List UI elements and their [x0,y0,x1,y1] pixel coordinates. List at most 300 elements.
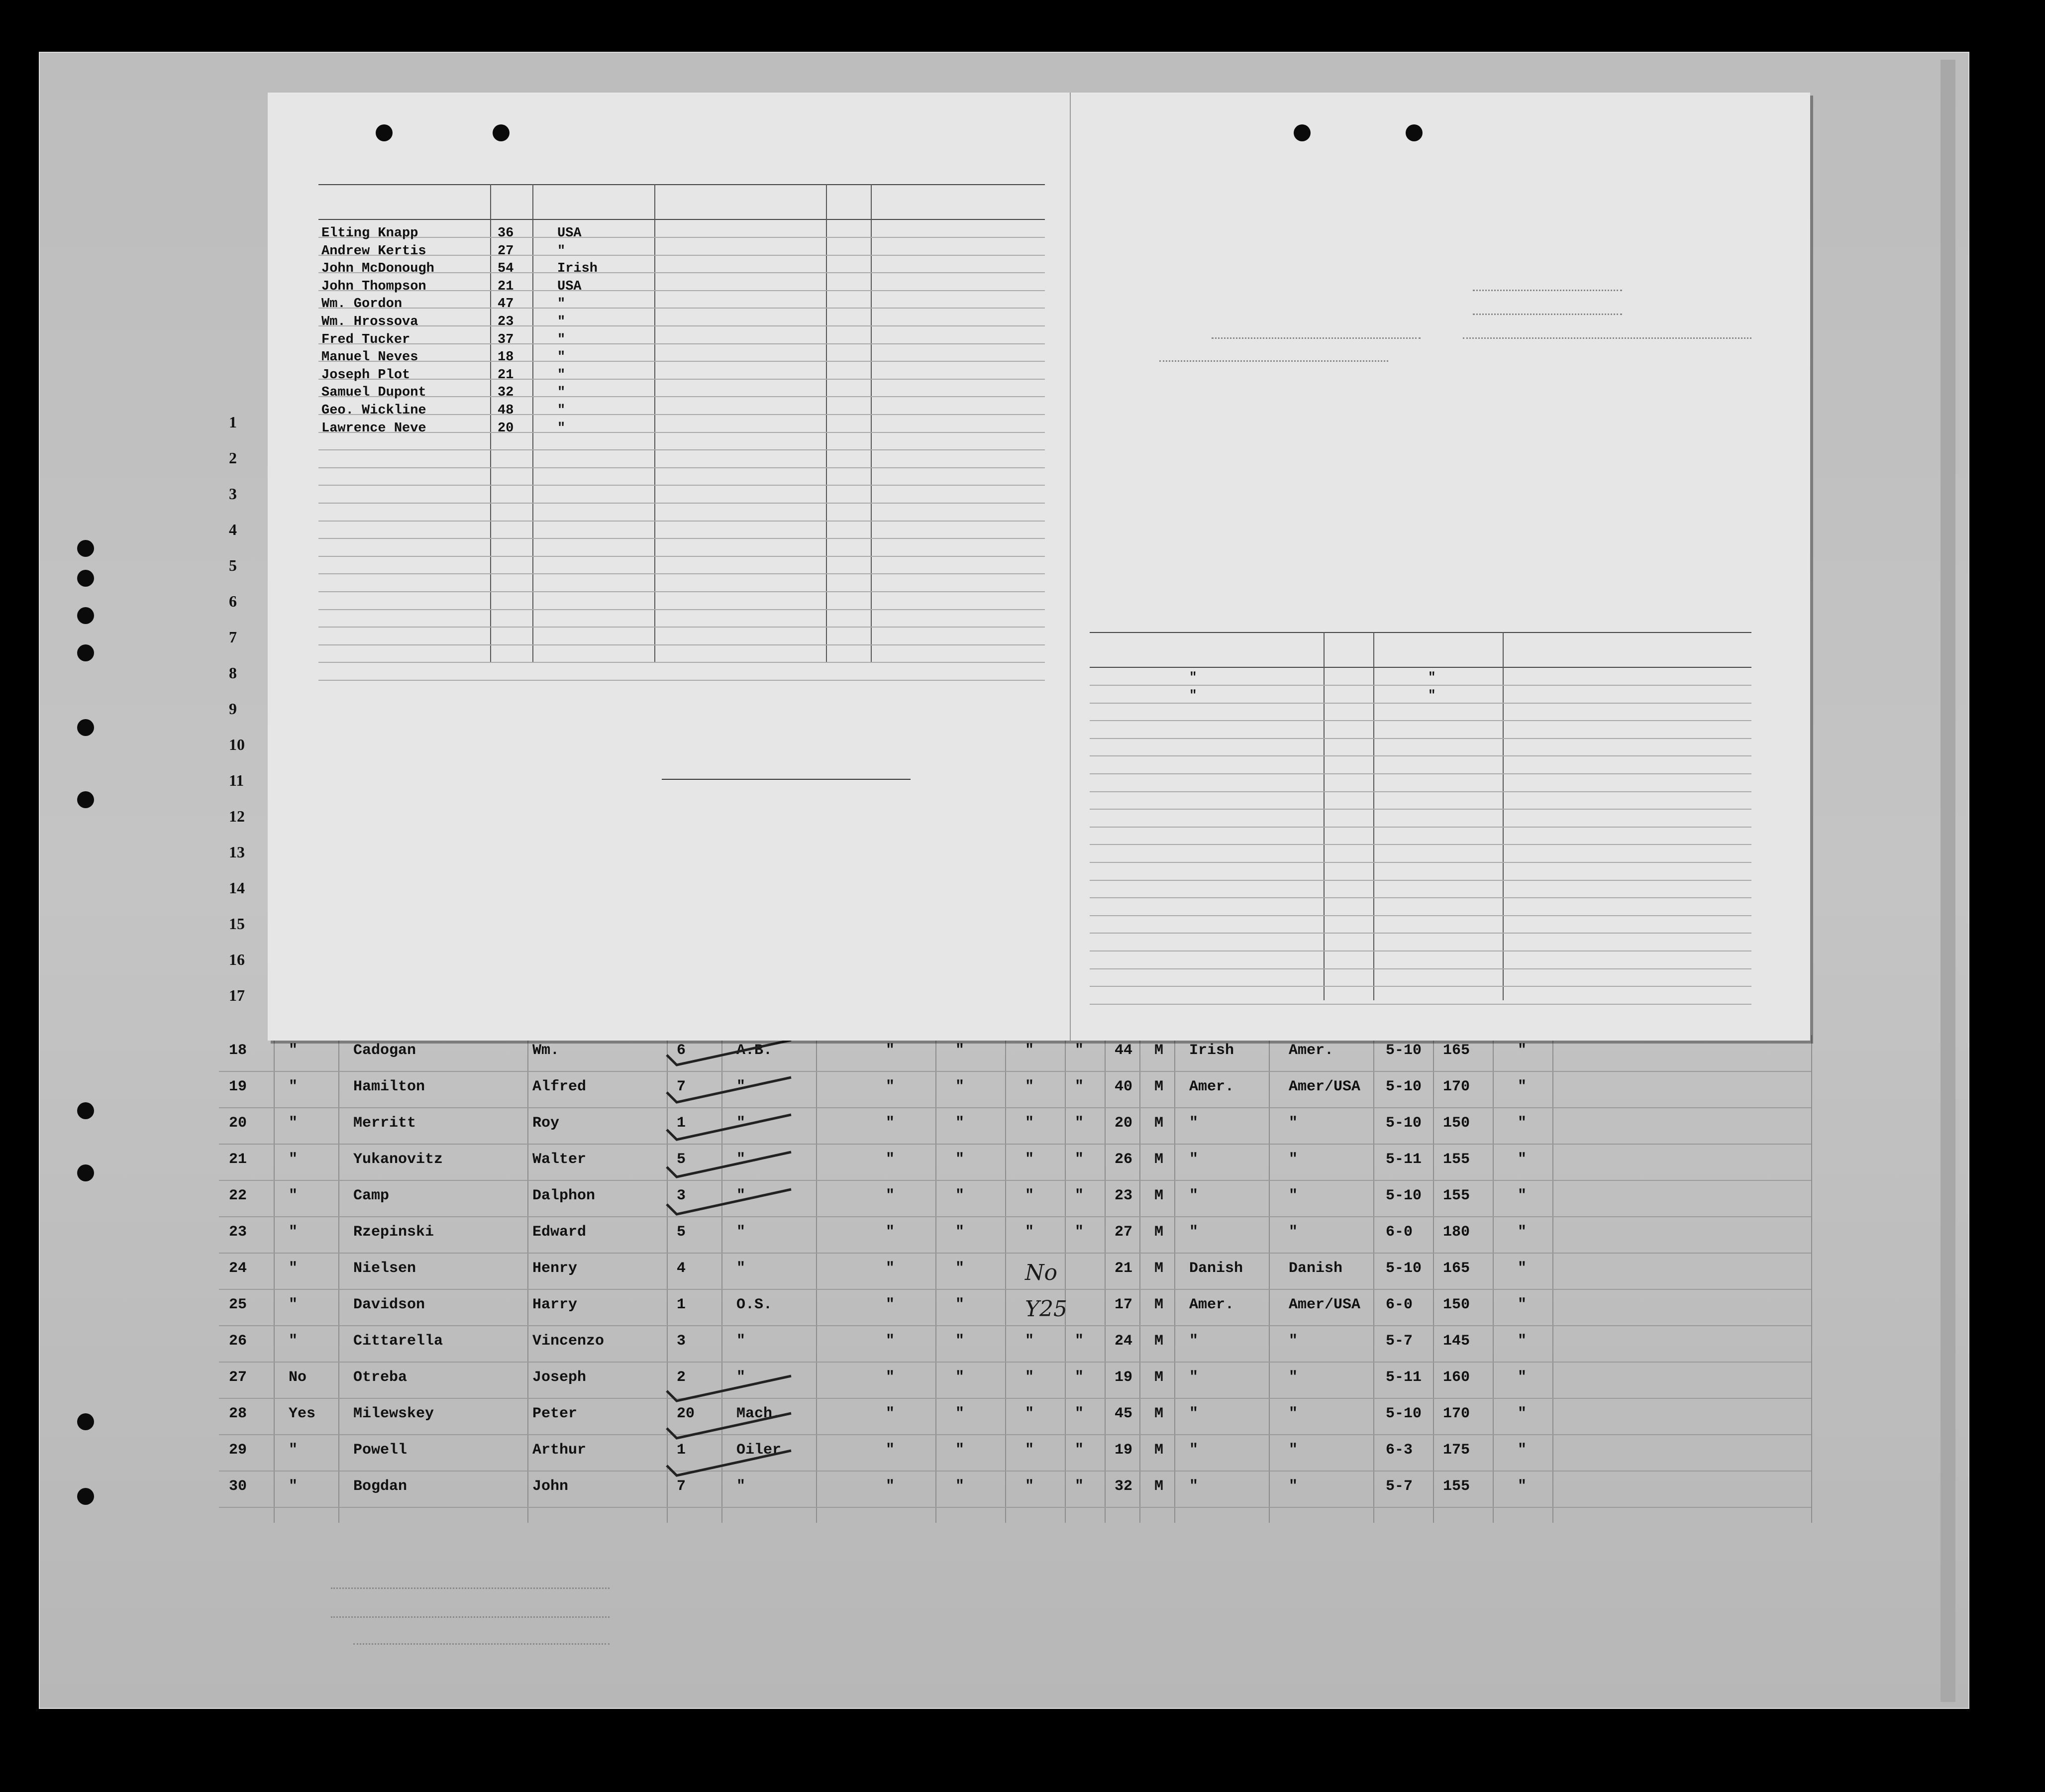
cell-sex: M [1154,1442,1164,1459]
seaman-age: 21 [498,279,514,294]
cell-race: Irish [1189,1042,1234,1059]
line-number: 14 [229,879,245,897]
cell-position: " [736,1187,746,1204]
cell-mark: " [1518,1042,1527,1059]
cell-nationality: " [1289,1224,1298,1241]
cell-years: 3 [677,1333,686,1350]
cell-q4: " [1075,1187,1084,1204]
cell-years: 2 [677,1369,686,1386]
cell-q3: " [1025,1369,1034,1386]
cell-q3: " [1025,1151,1034,1168]
cell-mark: " [1518,1369,1527,1386]
row-rule [318,467,1045,468]
cell-weight: 145 [1443,1333,1470,1350]
cell-weight: 170 [1443,1405,1470,1422]
cell-q2: " [955,1187,965,1204]
seaman-row [318,368,1045,385]
cell-years: 5 [677,1151,686,1168]
seaman-name: Joseph Plot [321,367,410,383]
cell-age: 23 [1115,1187,1133,1204]
cell-weight: 160 [1443,1369,1470,1386]
seaman-nationality: " [557,315,566,329]
cell-height: 5-11 [1386,1151,1422,1168]
line-number-column [229,408,259,1025]
line-number: 17 [229,986,245,1004]
table-row [219,1435,1811,1471]
table-row [219,1071,1811,1108]
cell-nationality: " [1289,1405,1298,1422]
cell-q2: " [955,1260,965,1277]
cell-q3: No [1025,1260,1057,1285]
cell-surname: Cadogan [353,1042,416,1059]
cell-race: " [1189,1369,1199,1386]
cell-q4: " [1075,1151,1084,1168]
cell-q4: " [1075,1115,1084,1132]
cell-q4: " [1075,1224,1084,1241]
cell-height: 5-7 [1386,1333,1413,1350]
cell-position: " [736,1333,746,1350]
row-rule [1090,738,1751,739]
seaman-row [318,421,1045,438]
cell-q1: " [886,1078,895,1095]
seaman-name: Fred Tucker [321,332,410,347]
cell-q1: " [886,1405,895,1422]
seaman-name: Lawrence Neve [321,421,426,436]
seaman-name: Andrew Kertis [321,243,426,259]
cell-nationality: Danish [1289,1260,1343,1277]
cell-q1: " [886,1151,895,1168]
cell-flag: " [289,1042,298,1059]
cell-q3: " [1025,1187,1034,1204]
cell-height: 6-3 [1386,1442,1413,1459]
seaman-name: Manuel Neves [321,350,418,365]
cell-q2: " [955,1224,965,1241]
cell-no: 29 [229,1442,247,1459]
seaman-age: 32 [498,385,514,401]
cell-q2: " [955,1115,965,1132]
seaman-age: 23 [498,315,514,329]
page-edge [1941,60,1955,1702]
row-rule [318,609,1045,610]
cell-age: 24 [1115,1333,1133,1350]
table-row [219,1180,1811,1217]
cell-weight: 150 [1443,1115,1470,1132]
cell-race: " [1189,1115,1199,1132]
cell-no: 22 [229,1187,247,1204]
cell-no: 19 [229,1078,247,1095]
cell-weight: 165 [1443,1042,1470,1059]
table-row [219,1398,1811,1435]
cell-sex: M [1154,1151,1164,1168]
deserter-name: " [1189,687,1197,703]
cell-nationality: Amer/USA [1289,1296,1361,1313]
cell-no: 20 [229,1115,247,1132]
seaman-row [318,261,1045,279]
cell-position: " [736,1478,746,1495]
cell-given: Harry [532,1296,578,1313]
cell-surname: Nielsen [353,1260,416,1277]
cell-sex: M [1154,1333,1164,1350]
seaman-nationality: " [557,297,566,312]
deserter-nationality: " [1428,687,1436,703]
cell-q4: " [1075,1442,1084,1459]
cell-q3: " [1025,1078,1034,1095]
cell-sex: M [1154,1260,1164,1277]
cell-height: 5-10 [1386,1405,1422,1422]
cell-q4: " [1075,1333,1084,1350]
cell-surname: Merritt [353,1115,416,1132]
row-rule [318,627,1045,628]
cell-q4: " [1075,1478,1084,1495]
cell-position: " [736,1260,746,1277]
cell-flag: No [289,1369,307,1386]
cell-years: 7 [677,1078,686,1095]
cell-surname: Bogdan [353,1478,408,1495]
seaman-age: 54 [498,261,514,277]
seaman-name: John McDonough [321,261,434,277]
cell-flag: Yes [289,1405,316,1422]
line-number: 12 [229,807,245,825]
cell-mark: " [1518,1187,1527,1204]
seaman-name: Geo. Wickline [321,403,426,418]
line-number: 8 [229,664,237,682]
seaman-name: Wm. Gordon [321,297,403,312]
cell-age: 19 [1115,1369,1133,1386]
row-rule [318,521,1045,522]
cell-weight: 165 [1443,1260,1470,1277]
cell-sex: M [1154,1115,1164,1132]
line-number: 11 [229,771,244,789]
cell-surname: Cittarella [353,1333,443,1350]
cell-flag: " [289,1078,298,1095]
cell-sex: M [1154,1224,1164,1241]
table-row [219,1471,1811,1507]
cell-height: 5-11 [1386,1369,1422,1386]
cell-q3: " [1025,1042,1034,1059]
cell-q1: " [886,1224,895,1241]
cell-weight: 170 [1443,1078,1470,1095]
cell-nationality: " [1289,1187,1298,1204]
seaman-row [318,244,1045,261]
cell-surname: Davidson [353,1296,425,1313]
cell-mark: " [1518,1296,1527,1313]
cell-q3: " [1025,1115,1034,1132]
seaman-age: 18 [498,350,514,365]
cell-age: 27 [1115,1224,1133,1241]
cell-sex: M [1154,1405,1164,1422]
cell-surname: Powell [353,1442,408,1459]
cell-mark: " [1518,1151,1527,1168]
cell-q2: " [955,1442,965,1459]
cell-surname: Yukanovitz [353,1151,443,1168]
row-rule [318,538,1045,539]
row-rule [1090,827,1751,828]
cell-weight: 175 [1443,1442,1470,1459]
cell-q2: " [955,1042,965,1059]
cell-q1: " [886,1260,895,1277]
row-rule [1090,773,1751,774]
cell-given: Edward [532,1224,587,1241]
cell-q1: " [886,1442,895,1459]
cell-age: 45 [1115,1405,1133,1422]
cell-flag: " [289,1187,298,1204]
cell-no: 26 [229,1333,247,1350]
seaman-name: Wm. Hrossova [321,315,418,329]
cell-height: 6-0 [1386,1296,1413,1313]
cell-q2: " [955,1296,965,1313]
row-rule [318,644,1045,645]
line-number: 4 [229,521,237,538]
cell-q3: " [1025,1333,1034,1350]
deserter-nationality: " [1428,670,1436,685]
row-rule [1090,809,1751,810]
table-row [219,1326,1811,1362]
cell-sex: M [1154,1078,1164,1095]
cell-q2: " [955,1151,965,1168]
row-rule [1090,755,1751,756]
cell-given: John [532,1478,569,1495]
seaman-nationality: " [557,350,566,365]
seaman-row [318,385,1045,403]
cell-q1: " [886,1333,895,1350]
cell-age: 17 [1115,1296,1133,1313]
seaman-row [318,350,1045,367]
cell-given: Joseph [532,1369,587,1386]
cell-q2: " [955,1369,965,1386]
row-rule [1090,950,1751,951]
cell-position: O.S. [736,1296,773,1313]
row-rule [1090,1004,1751,1005]
row-rule [1090,933,1751,934]
cell-no: 23 [229,1224,247,1241]
cell-race: " [1189,1442,1199,1459]
binder-hole [1294,124,1311,141]
cell-position: Oiler [736,1442,782,1459]
cell-weight: 155 [1443,1478,1470,1495]
cell-mark: " [1518,1442,1527,1459]
line-number: 10 [229,736,245,753]
seaman-row [318,297,1045,314]
cell-nationality: " [1289,1333,1298,1350]
cell-race: Amer. [1189,1078,1234,1095]
line-number: 13 [229,843,245,861]
cell-years: 20 [677,1405,695,1422]
cell-years: 3 [677,1187,686,1204]
seaman-nationality: " [557,421,566,436]
check-marks [662,1035,826,1503]
seaman-name: Elting Knapp [321,226,418,241]
seaman-nationality: Irish [557,261,598,277]
cell-q4: " [1075,1078,1084,1095]
cell-q4: " [1075,1042,1084,1059]
cell-age: 21 [1115,1260,1133,1277]
cell-sex: M [1154,1042,1164,1059]
manifest-table [219,1035,1811,1523]
cell-given: Roy [532,1115,560,1132]
cell-q1: " [886,1369,895,1386]
cell-race: " [1189,1405,1199,1422]
cell-q1: " [886,1296,895,1313]
cell-mark: " [1518,1115,1527,1132]
seaman-row [318,332,1045,350]
cell-race: " [1189,1151,1199,1168]
cell-years: 5 [677,1224,686,1241]
cell-sex: M [1154,1296,1164,1313]
deserter-name: " [1189,670,1197,685]
seaman-row [318,315,1045,332]
cell-mark: " [1518,1333,1527,1350]
row-rule [318,449,1045,450]
binder-hole [77,1413,94,1430]
cell-no: 18 [229,1042,247,1059]
table-row [219,1217,1811,1253]
cell-mark: " [1518,1478,1527,1495]
cell-q2: " [955,1478,965,1495]
cell-race: " [1189,1187,1199,1204]
row-rule [318,503,1045,504]
cell-q3: " [1025,1405,1034,1422]
cell-weight: 150 [1443,1296,1470,1313]
cell-no: 21 [229,1151,247,1168]
seaman-nationality: " [557,367,566,383]
row-rule [1090,897,1751,898]
cell-nationality: Amer/USA [1289,1078,1361,1095]
seaman-name: Samuel Dupont [321,385,426,401]
seaman-nationality: " [557,403,566,418]
seaman-age: 27 [498,243,514,259]
seaman-age: 36 [498,226,514,241]
line-number: 3 [229,485,237,503]
cell-flag: " [289,1442,298,1459]
cell-sex: M [1154,1187,1164,1204]
row-rule [1090,862,1751,863]
cell-q1: " [886,1042,895,1059]
cell-flag: " [289,1115,298,1132]
cell-q1: " [886,1478,895,1495]
cell-nationality: Amer. [1289,1042,1334,1059]
seaman-nationality: " [557,332,566,347]
cell-given: Walter [532,1151,587,1168]
cell-years: 1 [677,1296,686,1313]
column-rule [1811,1035,1812,1523]
cell-q3: " [1025,1224,1034,1241]
row-rule [1090,915,1751,916]
cell-q1: " [886,1115,895,1132]
cell-mark: " [1518,1224,1527,1241]
cell-given: Wm. [532,1042,560,1059]
cell-surname: Camp [353,1187,390,1204]
cell-position: Mach. [736,1405,782,1422]
seaman-age: 21 [498,367,514,383]
line-number: 2 [229,449,237,467]
cell-flag: " [289,1478,298,1495]
vessel-name-stamp [50,403,129,1219]
line-number: 7 [229,628,237,646]
seaman-name: John Thompson [321,279,426,294]
cell-weight: 155 [1443,1151,1470,1168]
cell-q3: " [1025,1478,1034,1495]
cell-age: 19 [1115,1442,1133,1459]
cell-height: 5-10 [1386,1042,1422,1059]
cell-q3: " [1025,1442,1034,1459]
binder-hole [376,124,393,141]
seaman-nationality: USA [557,226,582,241]
cell-flag: " [289,1260,298,1277]
cell-mark: " [1518,1260,1527,1277]
binder-hole [77,1488,94,1505]
seaman-age: 47 [498,297,514,312]
seaman-row [318,279,1045,297]
cell-q2: " [955,1333,965,1350]
cell-years: 1 [677,1442,686,1459]
cell-years: 7 [677,1478,686,1495]
row-rule [318,591,1045,592]
cell-height: 5-7 [1386,1478,1413,1495]
row-rule [1090,720,1751,721]
cell-nationality: " [1289,1115,1298,1132]
cell-position: " [736,1369,746,1386]
line-number: 5 [229,556,237,574]
row-rule [1090,791,1751,792]
cell-race: Amer. [1189,1296,1234,1313]
cell-race: " [1189,1478,1199,1495]
seaman-age: 48 [498,403,514,418]
line-number: 16 [229,950,245,968]
binder-hole [1406,124,1423,141]
cell-nationality: " [1289,1442,1298,1459]
cell-years: 6 [677,1042,686,1059]
cell-nationality: " [1289,1369,1298,1386]
cell-q1: " [886,1187,895,1204]
cell-surname: Milewskey [353,1405,434,1422]
cell-years: 4 [677,1260,686,1277]
cell-flag: " [289,1333,298,1350]
cell-position: " [736,1078,746,1095]
cell-surname: Hamilton [353,1078,425,1095]
row-rule [318,556,1045,557]
cell-mark: " [1518,1078,1527,1095]
cell-sex: M [1154,1369,1164,1386]
cell-given: Alfred [532,1078,587,1095]
seaman-row [318,403,1045,421]
seaman-nationality: " [557,385,566,401]
cell-age: 26 [1115,1151,1133,1168]
cell-no: 25 [229,1296,247,1313]
cell-given: Peter [532,1405,578,1422]
row-rule [1090,880,1751,881]
cell-q3: Y25 [1025,1296,1068,1322]
table-row [219,1144,1811,1180]
cell-given: Henry [532,1260,578,1277]
cell-mark: " [1518,1405,1527,1422]
cell-q4: " [1075,1369,1084,1386]
row-rule [318,662,1045,663]
line-number: 9 [229,700,237,718]
cell-no: 24 [229,1260,247,1277]
cell-height: 6-0 [1386,1224,1413,1241]
cell-given: Vincenzo [532,1333,605,1350]
row-rule [219,1507,1811,1508]
cell-given: Dalphon [532,1187,596,1204]
cell-race: Danish [1189,1260,1243,1277]
row-rule [1090,968,1751,969]
cell-surname: Rzepinski [353,1224,434,1241]
binder-hole [493,124,510,141]
seaman-nationality: " [557,243,566,259]
cell-position: A.B. [736,1042,773,1059]
cell-height: 5-10 [1386,1187,1422,1204]
cell-age: 44 [1115,1042,1133,1059]
